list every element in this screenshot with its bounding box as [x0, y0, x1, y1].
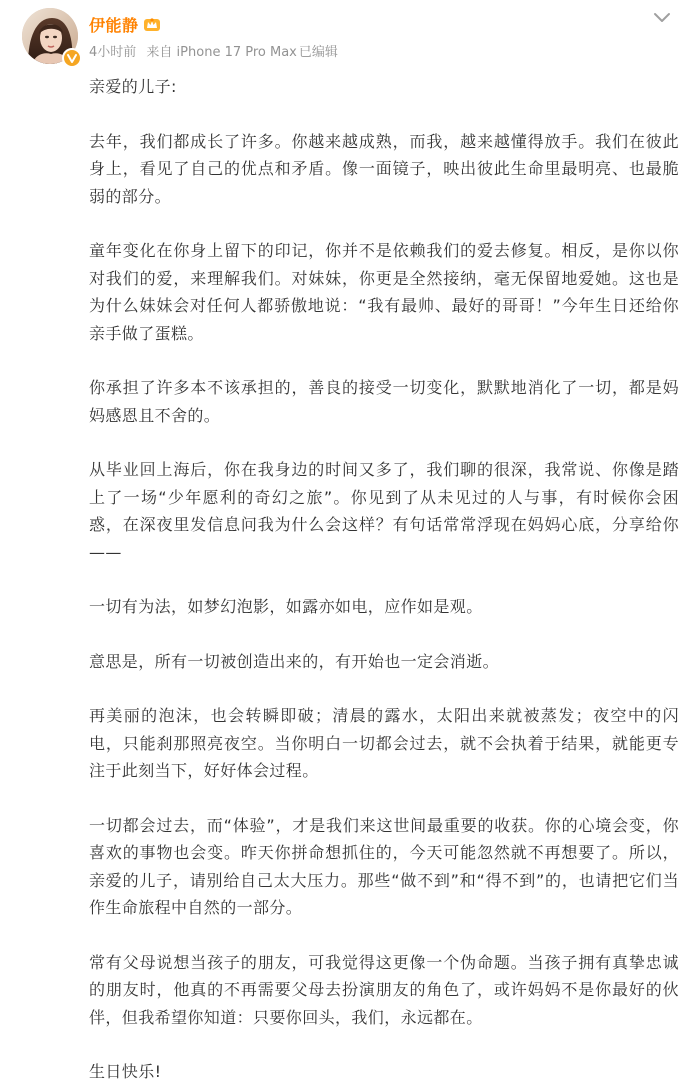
crown-badge-icon[interactable] [143, 16, 161, 32]
paragraph: 常有父母说想当孩子的朋友，可我觉得这更像一个伪命题。当孩子拥有真挚忠诚的朋友时，他真的不再需要父母去扮演朋友的角色了，或许妈妈不是你最好的伙伴，但我希望你知道：只要你回头，我们，永远都在。 [89, 952, 679, 1027]
paragraph: 一切都会过去，而“体验”，才是我们来这世间最重要的收获。你的心境会变，你喜欢的事物也会变。昨天你拼命想抓住的，今天可能忽然就不再想要了。所以，亲爱的儿子，请别给自己太大压力。那些“做不到”和“得不到”的，也请把它们当作生命旅程中自然的一部分。 [89, 815, 679, 917]
paragraph: 从毕业回上海后，你在我身边的时间又多了，我们聊的很深，我常说、你像是踏上了一场“少年愿利的奇幻之旅”。你见到了从未见过的人与事，有时候你会困惑，在深夜里发信息问我为什么会这样？有句话常常浮现在妈妈心底，分享给你—— [89, 460, 679, 562]
post-time[interactable]: 4小时前 [89, 45, 137, 60]
paragraph: 意思是，所有一切被创造出来的，有开始也一定会消逝。 [89, 651, 500, 671]
author-row [89, 12, 161, 36]
paragraph-quote: 一切有为法，如梦幻泡影，如露亦如电，应作如是观。 [89, 597, 483, 616]
paragraph: 去年，我们都成长了许多。你越来越成熟，而我，越来越懂得放手。我们在彼此身上，看见了自己的优点和矛盾。像一面镜子，映出彼此生命里最明亮、也最脆弱的部分。 [89, 131, 679, 206]
paragraph-closing: 生日快乐! [89, 1062, 162, 1081]
paragraph: 童年变化在你身上留下的印记，你并不是依赖我们的爱去修复。相反，是你以你对我们的爱，来理解我们。对妹妹，你更是全然接纳，毫无保留地爱她。这也是为什么妹妹会对任何人都骄傲地说：“我有最帅、最好的哥哥！”今年生日还给你亲手做了蛋糕。 [89, 241, 679, 343]
post-source: 来自 iPhone 17 Pro Max [146, 45, 297, 60]
post-meta [89, 41, 344, 60]
author-name[interactable]: 伊能静 [89, 15, 139, 35]
paragraph: 再美丽的泡沫，也会转瞬即破；清晨的露水，太阳出来就被蒸发；夜空中的闪电，只能刹那照亮夜空。当你明白一切都会过去，就不会执着于结果，就能更专注于此刻当下，好好体会过程。 [89, 706, 679, 780]
verified-v-icon [62, 48, 82, 68]
post-edited[interactable]: 已编辑 [298, 45, 338, 60]
paragraph-greeting: 亲爱的儿子: [89, 77, 177, 96]
post-content [89, 73, 679, 1086]
chevron-down-icon[interactable] [652, 10, 672, 24]
paragraph: 你承担了许多本不该承担的，善良的接受一切变化，默默地消化了一切，都是妈妈感恩且不舍的。 [89, 378, 679, 425]
